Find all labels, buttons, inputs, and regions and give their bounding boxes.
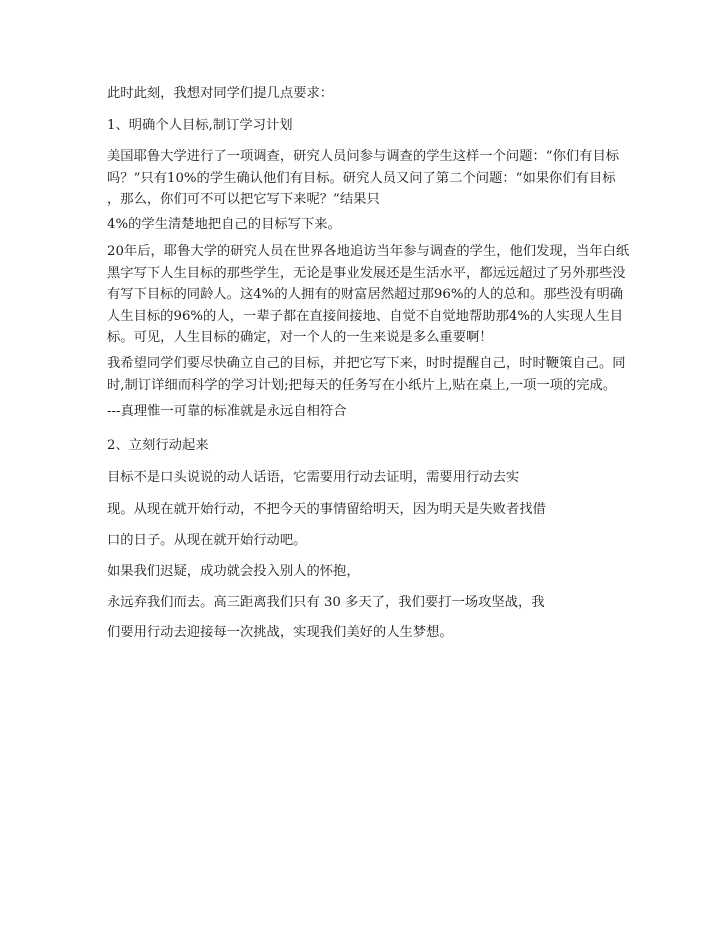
text-line: 美国耶鲁大学进行了一项调查，研究人员问参与调查的学生这样一个问题：“你们有目标 — [107, 149, 620, 164]
paragraph-survey — [107, 146, 627, 211]
text-line: 4%的学生清楚地把自己的目标写下来。 — [107, 217, 341, 232]
paragraph-action-1 — [107, 467, 627, 489]
text-line: 标。可见，人生目标的确定，对一个人的一生来说是多么重要啊！ — [107, 330, 493, 345]
text-line: ---真理惟一可靠的标准就是永远自相符合 — [107, 404, 347, 419]
paragraph-result — [107, 214, 627, 236]
paragraph-action-3 — [107, 530, 627, 552]
text-line: 黑字写下人生目标的那些学生，无论是事业发展还是生活水平，都远远超过了另外那些没 — [107, 265, 626, 281]
paragraph-followup — [107, 241, 630, 349]
paragraph-action-5 — [107, 592, 627, 614]
text-line: 现。从现在就开始行动，不把今天的事情留给明天，因为明天是失败者找借 — [107, 502, 546, 517]
text-line: 20年后，耶鲁大学的研究人员在世界各地追访当年参与调查的学生，他们发现，当年白纸 — [107, 244, 630, 259]
paragraph-action-6 — [107, 622, 627, 644]
text-line: 如果我们迟疑，成功就会投入别人的怀抱， — [107, 564, 360, 579]
paragraph-action-2 — [107, 499, 627, 521]
text-line: ，那么，你们可不可以把它写下来呢？”结果只 — [107, 192, 380, 207]
text-line: 此时此刻，我想对同学们提几点要求： — [107, 86, 334, 101]
text-line: 时,制订详细而科学的学习计划;把每天的任务写在小纸片上,贴在桌上,一项一项的完成。 — [107, 377, 617, 393]
section-heading-2 — [107, 435, 627, 457]
paragraph-hope — [107, 353, 627, 396]
text-line: 口的日子。从现在就开始行动吧。 — [107, 533, 307, 548]
intro-paragraph — [107, 83, 627, 105]
quote-line — [107, 401, 627, 423]
text-line: 我希望同学们要尽快确立自己的目标，并把它写下来，时时提醒自己，时时鞭策自己。同 — [107, 356, 626, 371]
text-line: 人生目标的96%的人，一辈子都在直接间接地、自觉不自觉地帮助那4%的人实现人生目 — [107, 308, 624, 324]
paragraph-action-4 — [107, 561, 627, 583]
text-line: 有写下目标的同龄人。这4%的人拥有的财富居然超过那96%的人的总和。那些没有明确 — [107, 287, 624, 302]
text-line: 吗？”只有10%的学生确认他们有目标。研究人员又问了第二个问题：“如果你们有目标 — [107, 170, 616, 186]
text-line: 们要用行动去迎接每一次挑战，实现我们美好的人生梦想。 — [107, 625, 453, 640]
text-line: 永远弃我们而去。高三距离我们只有 30 多天了，我们要打一场攻坚战，我 — [107, 595, 545, 610]
section-heading-text: 2、立刻行动起来 — [107, 438, 209, 453]
section-heading-1 — [107, 115, 627, 137]
text-line: 目标不是口头说说的动人话语，它需要用行动去证明，需要用行动去实 — [107, 470, 520, 485]
section-heading-text: 1、明确个人目标,制订学习计划 — [107, 118, 293, 133]
